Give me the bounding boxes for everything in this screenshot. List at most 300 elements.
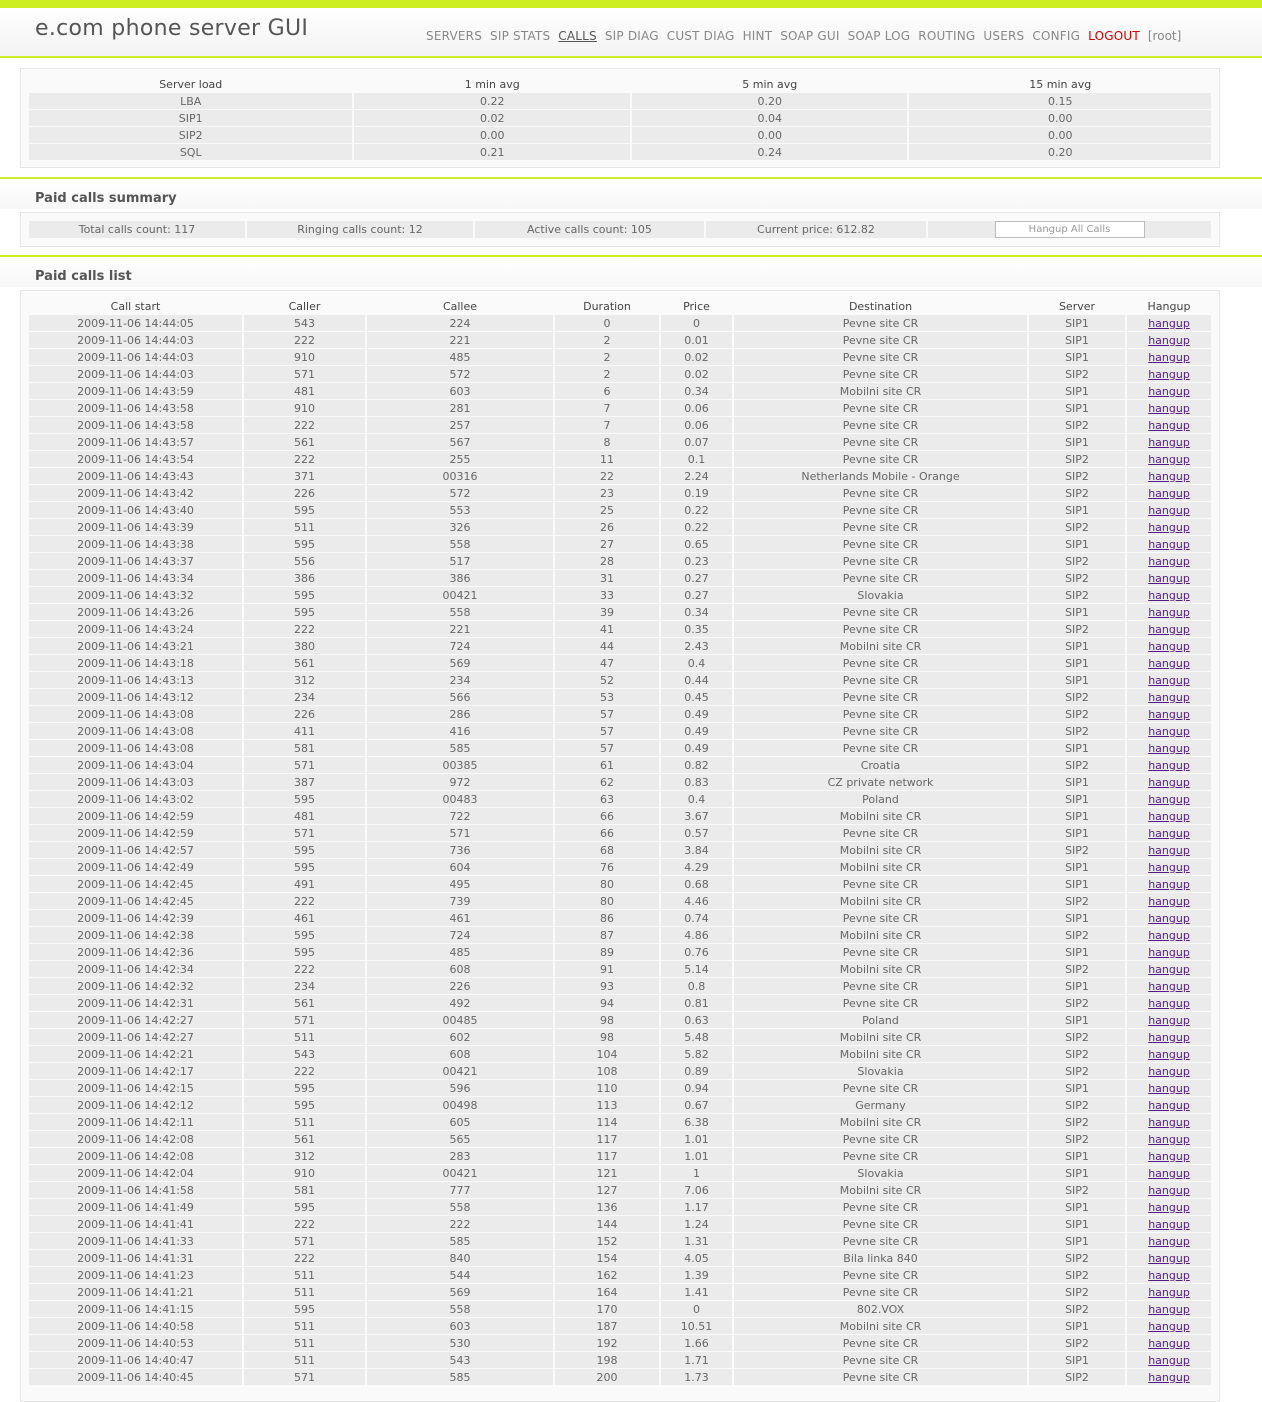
duration-cell: 93 — [555, 978, 659, 994]
price-cell: 1.73 — [661, 1369, 732, 1385]
hangup-link[interactable]: hangup — [1148, 418, 1190, 432]
table-row — [29, 1233, 1211, 1249]
hangup-link[interactable]: hangup — [1148, 1234, 1190, 1248]
server-cell: SIP1 — [1029, 672, 1125, 688]
hangup-link[interactable]: hangup — [1148, 911, 1190, 925]
load-cell: 0.00 — [632, 127, 908, 143]
nav-hint[interactable]: HINT — [742, 29, 773, 43]
caller-cell: 511 — [244, 519, 365, 535]
callee-cell: 495 — [367, 876, 553, 892]
hangup-link[interactable]: hangup — [1148, 996, 1190, 1010]
price-cell: 5.82 — [661, 1046, 732, 1062]
price-cell: 1.17 — [661, 1199, 732, 1215]
hangup-link[interactable]: hangup — [1148, 537, 1190, 551]
hangup-link[interactable]: hangup — [1148, 1149, 1190, 1163]
caller-cell: 595 — [244, 536, 365, 552]
table-row — [29, 349, 1211, 365]
call-start-cell: 2009-11-06 14:43:40 — [29, 502, 242, 518]
hangup-cell — [1127, 587, 1211, 603]
hangup-link[interactable]: hangup — [1148, 1370, 1190, 1384]
call-start-cell: 2009-11-06 14:42:27 — [29, 1029, 242, 1045]
call-start-cell: 2009-11-06 14:42:08 — [29, 1131, 242, 1147]
price-cell: 0.27 — [661, 570, 732, 586]
duration-cell: 7 — [555, 417, 659, 433]
hangup-link[interactable]: hangup — [1148, 554, 1190, 568]
hangup-cell — [1127, 1233, 1211, 1249]
destination-cell: Pevne site CR — [734, 451, 1027, 467]
price-cell: 1.31 — [661, 1233, 732, 1249]
callee-cell: 00498 — [367, 1097, 553, 1113]
table-row — [29, 1199, 1211, 1215]
price-cell: 1.01 — [661, 1148, 732, 1164]
hangup-cell — [1127, 893, 1211, 909]
price-cell: 0 — [661, 315, 732, 331]
destination-cell: Pevne site CR — [734, 349, 1027, 365]
hangup-link[interactable]: hangup — [1148, 690, 1190, 704]
hangup-link[interactable]: hangup — [1148, 333, 1190, 347]
hangup-link[interactable]: hangup — [1148, 1285, 1190, 1299]
duration-cell: 113 — [555, 1097, 659, 1113]
hangup-link[interactable]: hangup — [1148, 1217, 1190, 1231]
table-row — [29, 995, 1211, 1011]
call-start-cell: 2009-11-06 14:41:21 — [29, 1284, 242, 1300]
table-row — [29, 400, 1211, 416]
callee-cell: 326 — [367, 519, 553, 535]
hangup-cell — [1127, 927, 1211, 943]
caller-cell: 595 — [244, 859, 365, 875]
call-start-cell: 2009-11-06 14:41:58 — [29, 1182, 242, 1198]
call-start-cell: 2009-11-06 14:42:34 — [29, 961, 242, 977]
server-cell: SIP2 — [1029, 451, 1125, 467]
duration-cell: 136 — [555, 1199, 659, 1215]
duration-cell: 11 — [555, 451, 659, 467]
hangup-cell — [1127, 672, 1211, 688]
price-cell: 0.34 — [661, 604, 732, 620]
server-cell: SIP2 — [1029, 1029, 1125, 1045]
hangup-link[interactable]: hangup — [1148, 962, 1190, 976]
destination-cell: Mobilni site CR — [734, 927, 1027, 943]
table-row — [29, 757, 1211, 773]
hangup-link[interactable]: hangup — [1148, 622, 1190, 636]
hangup-link[interactable]: hangup — [1148, 758, 1190, 772]
call-start-cell: 2009-11-06 14:42:27 — [29, 1012, 242, 1028]
callee-cell: 00385 — [367, 757, 553, 773]
table-row — [29, 927, 1211, 943]
price-cell: 0.4 — [661, 655, 732, 671]
destination-cell: Pevne site CR — [734, 1267, 1027, 1283]
hangup-link[interactable]: hangup — [1148, 1302, 1190, 1316]
call-start-cell: 2009-11-06 14:42:49 — [29, 859, 242, 875]
caller-cell: 581 — [244, 740, 365, 756]
call-start-cell: 2009-11-06 14:41:31 — [29, 1250, 242, 1266]
callee-cell: 416 — [367, 723, 553, 739]
hangup-link[interactable]: hangup — [1148, 1336, 1190, 1350]
destination-cell: Pevne site CR — [734, 825, 1027, 841]
hangup-link[interactable]: hangup — [1148, 979, 1190, 993]
price-cell: 0.65 — [661, 536, 732, 552]
price-cell: 0.35 — [661, 621, 732, 637]
callee-cell: 605 — [367, 1114, 553, 1130]
price-cell: 0.49 — [661, 740, 732, 756]
hangup-cell — [1127, 383, 1211, 399]
server-cell: SIP2 — [1029, 842, 1125, 858]
destination-cell: Poland — [734, 1012, 1027, 1028]
server-cell: SIP1 — [1029, 876, 1125, 892]
caller-cell: 461 — [244, 910, 365, 926]
callee-cell: 565 — [367, 1131, 553, 1147]
hangup-link[interactable]: hangup — [1148, 707, 1190, 721]
hangup-link[interactable]: hangup — [1148, 928, 1190, 942]
duration-cell: 76 — [555, 859, 659, 875]
hangup-cell — [1127, 400, 1211, 416]
hangup-link[interactable]: hangup — [1148, 1166, 1190, 1180]
hangup-link[interactable]: hangup — [1148, 452, 1190, 466]
callee-cell: 234 — [367, 672, 553, 688]
caller-cell: 595 — [244, 791, 365, 807]
hangup-link[interactable]: hangup — [1148, 469, 1190, 483]
price-cell: 0.57 — [661, 825, 732, 841]
hangup-link[interactable]: hangup — [1148, 639, 1190, 653]
caller-cell: 511 — [244, 1114, 365, 1130]
price-cell: 0.45 — [661, 689, 732, 705]
nav-users[interactable]: USERS — [983, 29, 1025, 43]
table-row — [29, 434, 1211, 450]
hangup-link[interactable]: hangup — [1148, 673, 1190, 687]
load-row — [29, 144, 1211, 160]
price-cell: 4.29 — [661, 859, 732, 875]
load-cell: SIP1 — [29, 110, 352, 126]
call-start-cell: 2009-11-06 14:41:49 — [29, 1199, 242, 1215]
caller-cell: 222 — [244, 417, 365, 433]
hangup-link[interactable]: hangup — [1148, 486, 1190, 500]
hangup-link[interactable]: hangup — [1148, 1132, 1190, 1146]
hangup-link[interactable]: hangup — [1148, 775, 1190, 789]
destination-cell: 802.VOX — [734, 1301, 1027, 1317]
hangup-cell — [1127, 366, 1211, 382]
table-row — [29, 893, 1211, 909]
price-cell: 0.49 — [661, 723, 732, 739]
hangup-all-button[interactable]: Hangup All Calls — [995, 221, 1145, 238]
caller-cell: 543 — [244, 315, 365, 331]
call-start-cell: 2009-11-06 14:43:39 — [29, 519, 242, 535]
destination-cell: Mobilni site CR — [734, 1182, 1027, 1198]
price-cell: 0.49 — [661, 706, 732, 722]
hangup-link[interactable]: hangup — [1148, 401, 1190, 415]
call-start-cell: 2009-11-06 14:42:21 — [29, 1046, 242, 1062]
destination-cell: Pevne site CR — [734, 570, 1027, 586]
hangup-link[interactable]: hangup — [1148, 945, 1190, 959]
hangup-link[interactable]: hangup — [1148, 520, 1190, 534]
hangup-link[interactable]: hangup — [1148, 656, 1190, 670]
price-cell: 5.14 — [661, 961, 732, 977]
caller-cell: 234 — [244, 978, 365, 994]
hangup-link[interactable]: hangup — [1148, 1200, 1190, 1214]
hangup-link[interactable]: hangup — [1148, 1013, 1190, 1027]
duration-cell: 61 — [555, 757, 659, 773]
callee-cell: 485 — [367, 944, 553, 960]
price-cell: 0.22 — [661, 502, 732, 518]
duration-cell: 170 — [555, 1301, 659, 1317]
hangup-cell — [1127, 1182, 1211, 1198]
callee-cell: 840 — [367, 1250, 553, 1266]
table-row — [29, 1131, 1211, 1147]
hangup-link[interactable]: hangup — [1148, 350, 1190, 364]
price-cell: 0.82 — [661, 757, 732, 773]
caller-cell: 561 — [244, 995, 365, 1011]
hangup-link[interactable]: hangup — [1148, 1030, 1190, 1044]
hangup-link[interactable]: hangup — [1148, 1353, 1190, 1367]
callee-cell: 00485 — [367, 1012, 553, 1028]
duration-cell: 114 — [555, 1114, 659, 1130]
calls-panel — [20, 290, 1220, 1402]
duration-cell: 57 — [555, 740, 659, 756]
caller-cell: 511 — [244, 1352, 365, 1368]
nav-logout[interactable]: LOGOUT — [1088, 29, 1140, 43]
caller-cell: 561 — [244, 434, 365, 450]
price-cell: 4.46 — [661, 893, 732, 909]
hangup-link[interactable]: hangup — [1148, 826, 1190, 840]
load-column-header: 15 min avg — [1029, 77, 1092, 91]
call-start-cell: 2009-11-06 14:43:54 — [29, 451, 242, 467]
caller-cell: 571 — [244, 1012, 365, 1028]
destination-cell: Pevne site CR — [734, 1131, 1027, 1147]
caller-cell: 491 — [244, 876, 365, 892]
destination-cell: Mobilni site CR — [734, 842, 1027, 858]
hangup-cell — [1127, 774, 1211, 790]
call-start-cell: 2009-11-06 14:42:31 — [29, 995, 242, 1011]
price-cell: 0.22 — [661, 519, 732, 535]
duration-cell: 52 — [555, 672, 659, 688]
hangup-link[interactable]: hangup — [1148, 1047, 1190, 1061]
main-nav — [426, 29, 1181, 43]
hangup-cell — [1127, 723, 1211, 739]
duration-cell: 66 — [555, 808, 659, 824]
server-cell: SIP2 — [1029, 1182, 1125, 1198]
hangup-link[interactable]: hangup — [1148, 503, 1190, 517]
nav-soap-gui[interactable]: SOAP GUI — [780, 29, 840, 43]
call-start-cell: 2009-11-06 14:43:38 — [29, 536, 242, 552]
hangup-link[interactable]: hangup — [1148, 1098, 1190, 1112]
destination-cell: Pevne site CR — [734, 366, 1027, 382]
hangup-cell — [1127, 842, 1211, 858]
call-start-cell: 2009-11-06 14:44:03 — [29, 349, 242, 365]
call-start-cell: 2009-11-06 14:43:57 — [29, 434, 242, 450]
nav-sip-stats[interactable]: SIP STATS — [490, 29, 551, 43]
call-start-cell: 2009-11-06 14:44:03 — [29, 366, 242, 382]
caller-cell: 581 — [244, 1182, 365, 1198]
call-start-cell: 2009-11-06 14:42:59 — [29, 808, 242, 824]
hangup-cell — [1127, 689, 1211, 705]
server-cell: SIP1 — [1029, 383, 1125, 399]
calls-column-header: Price — [683, 299, 710, 313]
server-cell: SIP1 — [1029, 1199, 1125, 1215]
server-cell: SIP1 — [1029, 791, 1125, 807]
hangup-link[interactable]: hangup — [1148, 1251, 1190, 1265]
nav-sip-diag[interactable]: SIP DIAG — [604, 29, 659, 43]
hangup-link[interactable]: hangup — [1148, 741, 1190, 755]
server-cell: SIP1 — [1029, 655, 1125, 671]
table-row — [29, 1012, 1211, 1028]
duration-cell: 2 — [555, 332, 659, 348]
nav-config[interactable]: CONFIG — [1032, 29, 1081, 43]
hangup-link[interactable]: hangup — [1148, 1115, 1190, 1129]
hangup-link[interactable]: hangup — [1148, 877, 1190, 891]
hangup-link[interactable]: hangup — [1148, 384, 1190, 398]
duration-cell: 192 — [555, 1335, 659, 1351]
duration-cell: 108 — [555, 1063, 659, 1079]
table-row — [29, 1369, 1211, 1385]
caller-cell: 371 — [244, 468, 365, 484]
hangup-link[interactable]: hangup — [1148, 724, 1190, 738]
hangup-link[interactable]: hangup — [1148, 792, 1190, 806]
table-row — [29, 1114, 1211, 1130]
caller-cell: 561 — [244, 1131, 365, 1147]
callee-cell: 722 — [367, 808, 553, 824]
server-cell: SIP2 — [1029, 1301, 1125, 1317]
duration-cell: 39 — [555, 604, 659, 620]
price-cell: 0.89 — [661, 1063, 732, 1079]
caller-cell: 910 — [244, 1165, 365, 1181]
call-start-cell: 2009-11-06 14:42:04 — [29, 1165, 242, 1181]
caller-cell: 481 — [244, 808, 365, 824]
nav-soap-log[interactable]: SOAP LOG — [847, 29, 911, 43]
server-cell: SIP2 — [1029, 1284, 1125, 1300]
calls-list-title: Paid calls list — [35, 269, 132, 284]
table-row — [29, 638, 1211, 654]
hangup-cell — [1127, 876, 1211, 892]
callee-cell: 517 — [367, 553, 553, 569]
call-start-cell: 2009-11-06 14:44:03 — [29, 332, 242, 348]
hangup-link[interactable]: hangup — [1148, 894, 1190, 908]
table-row — [29, 1301, 1211, 1317]
hangup-cell — [1127, 1080, 1211, 1096]
nav-servers[interactable]: SERVERS — [426, 29, 483, 43]
load-cell: SIP2 — [29, 127, 352, 143]
load-cell: LBA — [29, 93, 352, 109]
caller-cell: 511 — [244, 1318, 365, 1334]
destination-cell: Pevne site CR — [734, 417, 1027, 433]
hangup-link[interactable]: hangup — [1148, 843, 1190, 857]
hangup-link[interactable]: hangup — [1148, 1064, 1190, 1078]
hangup-link[interactable]: hangup — [1148, 1081, 1190, 1095]
hangup-link[interactable]: hangup — [1148, 1319, 1190, 1333]
hangup-link[interactable]: hangup — [1148, 605, 1190, 619]
destination-cell: Mobilni site CR — [734, 1046, 1027, 1062]
calls-column-header: Hangup — [1147, 299, 1191, 313]
table-row — [29, 1250, 1211, 1266]
destination-cell: Mobilni site CR — [734, 859, 1027, 875]
duration-cell: 44 — [555, 638, 659, 654]
hangup-link[interactable]: hangup — [1148, 809, 1190, 823]
call-start-cell: 2009-11-06 14:43:34 — [29, 570, 242, 586]
callee-cell: 585 — [367, 740, 553, 756]
summary-title: Paid calls summary — [35, 191, 177, 206]
price-cell: 1.01 — [661, 1131, 732, 1147]
price-cell: 3.67 — [661, 808, 732, 824]
destination-cell: Pevne site CR — [734, 689, 1027, 705]
nav-cust-diag[interactable]: CUST DIAG — [666, 29, 735, 43]
destination-cell: Slovakia — [734, 1063, 1027, 1079]
hangup-cell — [1127, 995, 1211, 1011]
table-row — [29, 876, 1211, 892]
server-cell: SIP1 — [1029, 400, 1125, 416]
hangup-all-cell — [928, 221, 1211, 238]
price-cell: 0.67 — [661, 1097, 732, 1113]
hangup-cell — [1127, 417, 1211, 433]
caller-cell: 561 — [244, 655, 365, 671]
table-row — [29, 961, 1211, 977]
call-start-cell: 2009-11-06 14:42:57 — [29, 842, 242, 858]
price-cell: 1.66 — [661, 1335, 732, 1351]
callee-cell: 257 — [367, 417, 553, 433]
call-start-cell: 2009-11-06 14:42:17 — [29, 1063, 242, 1079]
destination-cell: Mobilni site CR — [734, 893, 1027, 909]
calls-column-header: Duration — [583, 299, 631, 313]
hangup-link[interactable]: hangup — [1148, 316, 1190, 330]
hangup-link[interactable]: hangup — [1148, 588, 1190, 602]
nav-calls[interactable]: CALLS — [558, 29, 597, 43]
table-row — [29, 587, 1211, 603]
price-cell: 0.8 — [661, 978, 732, 994]
server-cell: SIP1 — [1029, 1216, 1125, 1232]
call-start-cell: 2009-11-06 14:40:58 — [29, 1318, 242, 1334]
price-cell: 0.4 — [661, 791, 732, 807]
table-row — [29, 1165, 1211, 1181]
callee-cell: 972 — [367, 774, 553, 790]
destination-cell: Bila linka 840 — [734, 1250, 1027, 1266]
hangup-link[interactable]: hangup — [1148, 1183, 1190, 1197]
hangup-link[interactable]: hangup — [1148, 435, 1190, 449]
callee-cell: 724 — [367, 927, 553, 943]
duration-cell: 200 — [555, 1369, 659, 1385]
destination-cell: Pevne site CR — [734, 740, 1027, 756]
destination-cell: Poland — [734, 791, 1027, 807]
hangup-link[interactable]: hangup — [1148, 1268, 1190, 1282]
callee-cell: 281 — [367, 400, 553, 416]
server-cell: SIP2 — [1029, 1369, 1125, 1385]
hangup-link[interactable]: hangup — [1148, 367, 1190, 381]
caller-cell: 222 — [244, 451, 365, 467]
callee-cell: 00421 — [367, 1063, 553, 1079]
callee-cell: 530 — [367, 1335, 553, 1351]
duration-cell: 117 — [555, 1131, 659, 1147]
table-row — [29, 808, 1211, 824]
hangup-link[interactable]: hangup — [1148, 571, 1190, 585]
destination-cell: Pevne site CR — [734, 434, 1027, 450]
callee-cell: 00483 — [367, 791, 553, 807]
nav-routing[interactable]: ROUTING — [918, 29, 976, 43]
price-cell: 0.1 — [661, 451, 732, 467]
duration-cell: 80 — [555, 876, 659, 892]
call-start-cell: 2009-11-06 14:43:37 — [29, 553, 242, 569]
calls-column-header: Callee — [442, 299, 478, 313]
callee-cell: 543 — [367, 1352, 553, 1368]
server-cell: SIP2 — [1029, 553, 1125, 569]
server-cell: SIP1 — [1029, 1080, 1125, 1096]
hangup-cell — [1127, 621, 1211, 637]
hangup-link[interactable]: hangup — [1148, 860, 1190, 874]
call-start-cell: 2009-11-06 14:43:02 — [29, 791, 242, 807]
table-row — [29, 1352, 1211, 1368]
table-row — [29, 332, 1211, 348]
destination-cell: Pevne site CR — [734, 1233, 1027, 1249]
table-row — [29, 740, 1211, 756]
table-row — [29, 689, 1211, 705]
destination-cell: Pevne site CR — [734, 485, 1027, 501]
price-cell: 0.02 — [661, 349, 732, 365]
caller-cell: 380 — [244, 638, 365, 654]
current-price: Current price: 612.82 — [706, 221, 926, 238]
